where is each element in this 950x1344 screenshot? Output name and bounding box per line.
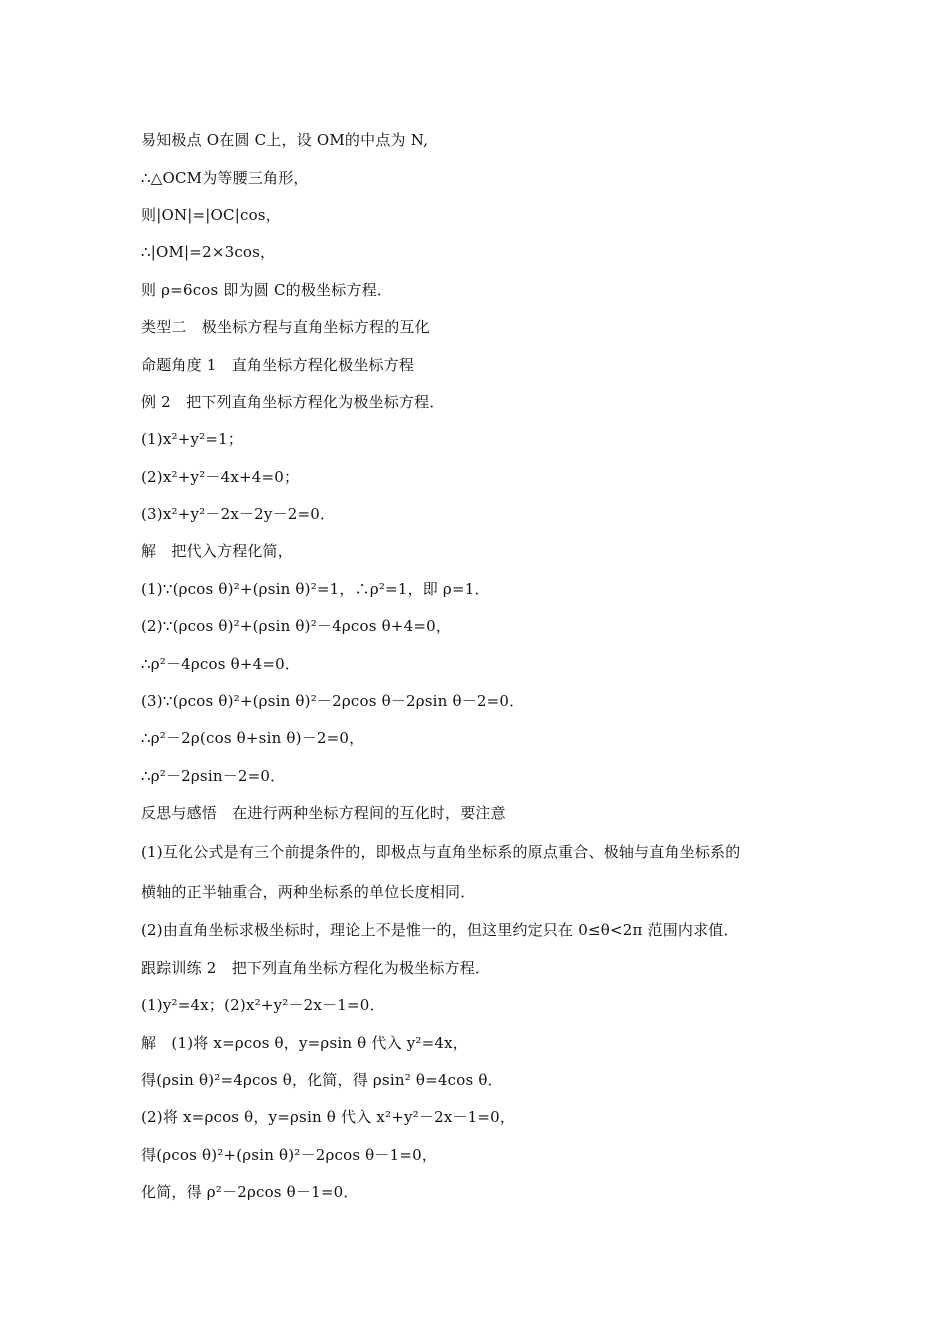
text-line: (3)x²+y²－2x－2y－2=0． bbox=[141, 505, 336, 523]
text-line: ∴△OCM为等腰三角形， bbox=[141, 169, 309, 187]
text-line: 得(ρsin θ)²=4ρcos θ，化简，得 ρsin² θ=4cos θ． bbox=[141, 1071, 503, 1089]
exercise-title: 跟踪训练 2 把下列直角坐标方程化为极坐标方程． bbox=[141, 959, 491, 977]
text-line: (1)y²=4x；(2)x²+y²－2x－1=0． bbox=[141, 996, 385, 1014]
text-line: (3)∵(ρcos θ)²+(ρsin θ)²－2ρcos θ－2ρsin θ－2=0． bbox=[141, 692, 525, 710]
subsection-heading: 命题角度 1 直角坐标方程化极坐标方程 bbox=[141, 356, 415, 374]
text-line: 横轴的正半轴重合，两种坐标系的单位长度相同． bbox=[141, 883, 476, 901]
text-line: 易知极点 O在圆 C上，设 OM的中点为 N, bbox=[141, 131, 429, 149]
text-line: ∴|OM|=2×3cos， bbox=[141, 243, 276, 261]
text-line: 解 (1)将 x=ρcos θ，y=ρsin θ 代入 y²=4x， bbox=[141, 1034, 469, 1052]
text-line: (2)x²+y²－4x+4=0； bbox=[141, 468, 300, 486]
section-heading: 类型二 极坐标方程与直角坐标方程的互化 bbox=[141, 318, 430, 336]
text-line: 得(ρcos θ)²+(ρsin θ)²－2ρcos θ－1=0， bbox=[141, 1146, 438, 1164]
text-line: 化简，得 ρ²－2ρcos θ－1=0． bbox=[141, 1183, 359, 1201]
text-line: (1)x²+y²=1； bbox=[141, 430, 244, 448]
text-line: ∴ρ²－2ρ(cos θ+sin θ)－2=0， bbox=[141, 729, 365, 747]
text-line: (2)∵(ρcos θ)²+(ρsin θ)²－4ρcos θ+4=0， bbox=[141, 617, 452, 635]
text-line: ∴ρ²－2ρsin－2=0． bbox=[141, 767, 286, 785]
example-title: 例 2 把下列直角坐标方程化为极坐标方程． bbox=[141, 393, 445, 411]
text-line: (1)∵(ρcos θ)²+(ρsin θ)²=1，∴ρ²=1，即 ρ=1． bbox=[141, 580, 490, 598]
text-line: ∴ρ²－4ρcos θ+4=0． bbox=[141, 655, 301, 673]
solution-label: 解 把代入方程化简， bbox=[141, 542, 294, 560]
text-line: (2)将 x=ρcos θ，y=ρsin θ 代入 x²+y²－2x－1=0， bbox=[141, 1108, 516, 1126]
text-line: 则|ON|=|OC|cos， bbox=[141, 206, 281, 224]
text-line: (1)互化公式是有三个前提条件的，即极点与直角坐标系的原点重合、极轴与直角坐标系的 bbox=[141, 843, 741, 861]
text-line: 则 ρ=6cos 即为圆 C的极坐标方程． bbox=[141, 281, 393, 299]
reflection-heading: 反思与感悟 在进行两种坐标方程间的互化时，要注意 bbox=[141, 804, 506, 822]
text-line: (2)由直角坐标求极坐标时，理论上不是惟一的，但这里约定只在 0≤θ<2π 范围内求值． bbox=[141, 921, 739, 939]
